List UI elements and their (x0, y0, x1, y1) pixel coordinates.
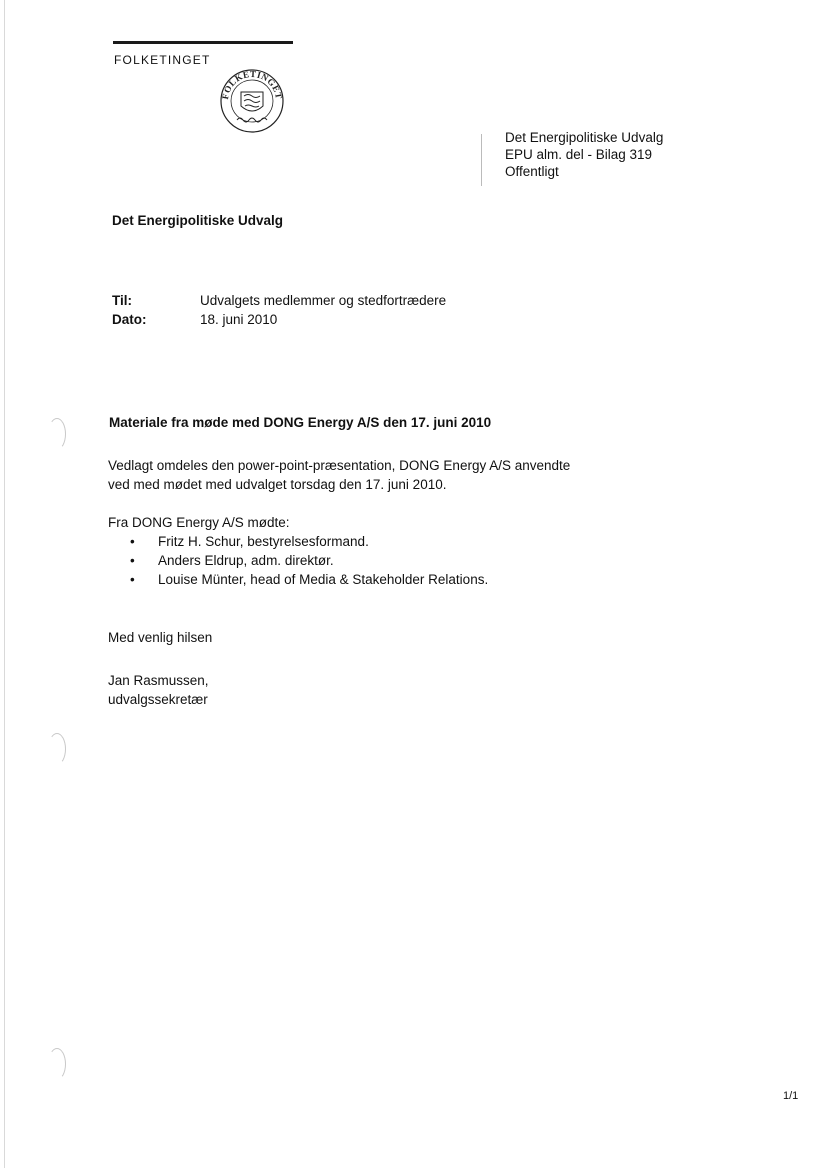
bullet-icon: • (130, 553, 135, 568)
punch-hole-mark (48, 1048, 66, 1080)
committee-heading: Det Energipolitiske Udvalg (112, 213, 284, 228)
bullet-icon: • (130, 534, 135, 549)
seal-text: FOLKETINGET (219, 68, 285, 101)
signature-title: udvalgssekretær (108, 692, 208, 707)
svg-text:FOLKETINGET (220, 69, 284, 100)
list-item (108, 570, 488, 589)
attendee-text: Fritz H. Schur, bestyrelsesformand. (158, 534, 369, 549)
folketinget-seal-icon (219, 68, 285, 134)
reference-divider (481, 134, 482, 186)
list-item (108, 532, 488, 551)
punch-hole-mark (48, 733, 66, 765)
reference-committee: Det Energipolitiske Udvalg (505, 130, 664, 145)
attendee-text: Louise Münter, head of Media & Stakeholder Relations. (158, 572, 489, 587)
attendees-list (108, 532, 488, 589)
attendee-text: Anders Eldrup, adm. direktør. (158, 553, 334, 568)
attendees-section (108, 513, 488, 589)
to-label: Til: (112, 293, 132, 308)
date-label: Dato: (112, 312, 147, 327)
date-value: 18. juni 2010 (200, 312, 278, 327)
closing-line: Med venlig hilsen (108, 630, 213, 645)
list-item (108, 551, 488, 570)
body-paragraph-line: ved med mødet med udvalget torsdag den 17. juni 2010. (108, 477, 447, 492)
meta-to-row (112, 291, 446, 310)
organization-name: FOLKETINGET (114, 53, 211, 67)
scan-edge (4, 0, 5, 1168)
bullet-icon: • (130, 572, 135, 587)
header-rule (113, 41, 293, 44)
signature-block (108, 671, 209, 709)
attendees-intro: Fra DONG Energy A/S mødte: (108, 515, 290, 530)
punch-hole-mark (48, 418, 66, 450)
body-paragraph (108, 456, 628, 494)
signature-name: Jan Rasmussen, (108, 673, 209, 688)
reference-document: EPU alm. del - Bilag 319 (505, 147, 653, 162)
page-number: 1/1 (783, 1090, 799, 1102)
subject-heading: Materiale fra møde med DONG Energy A/S den 17. juni 2010 (109, 415, 492, 430)
memo-meta (112, 291, 446, 329)
meta-date-row (112, 310, 446, 329)
reference-block (505, 129, 663, 180)
to-value: Udvalgets medlemmer og stedfortrædere (200, 293, 447, 308)
reference-status: Offentligt (505, 164, 559, 179)
body-paragraph-line: Vedlagt omdeles den power-point-præsentation, DONG Energy A/S anvendte (108, 458, 571, 473)
